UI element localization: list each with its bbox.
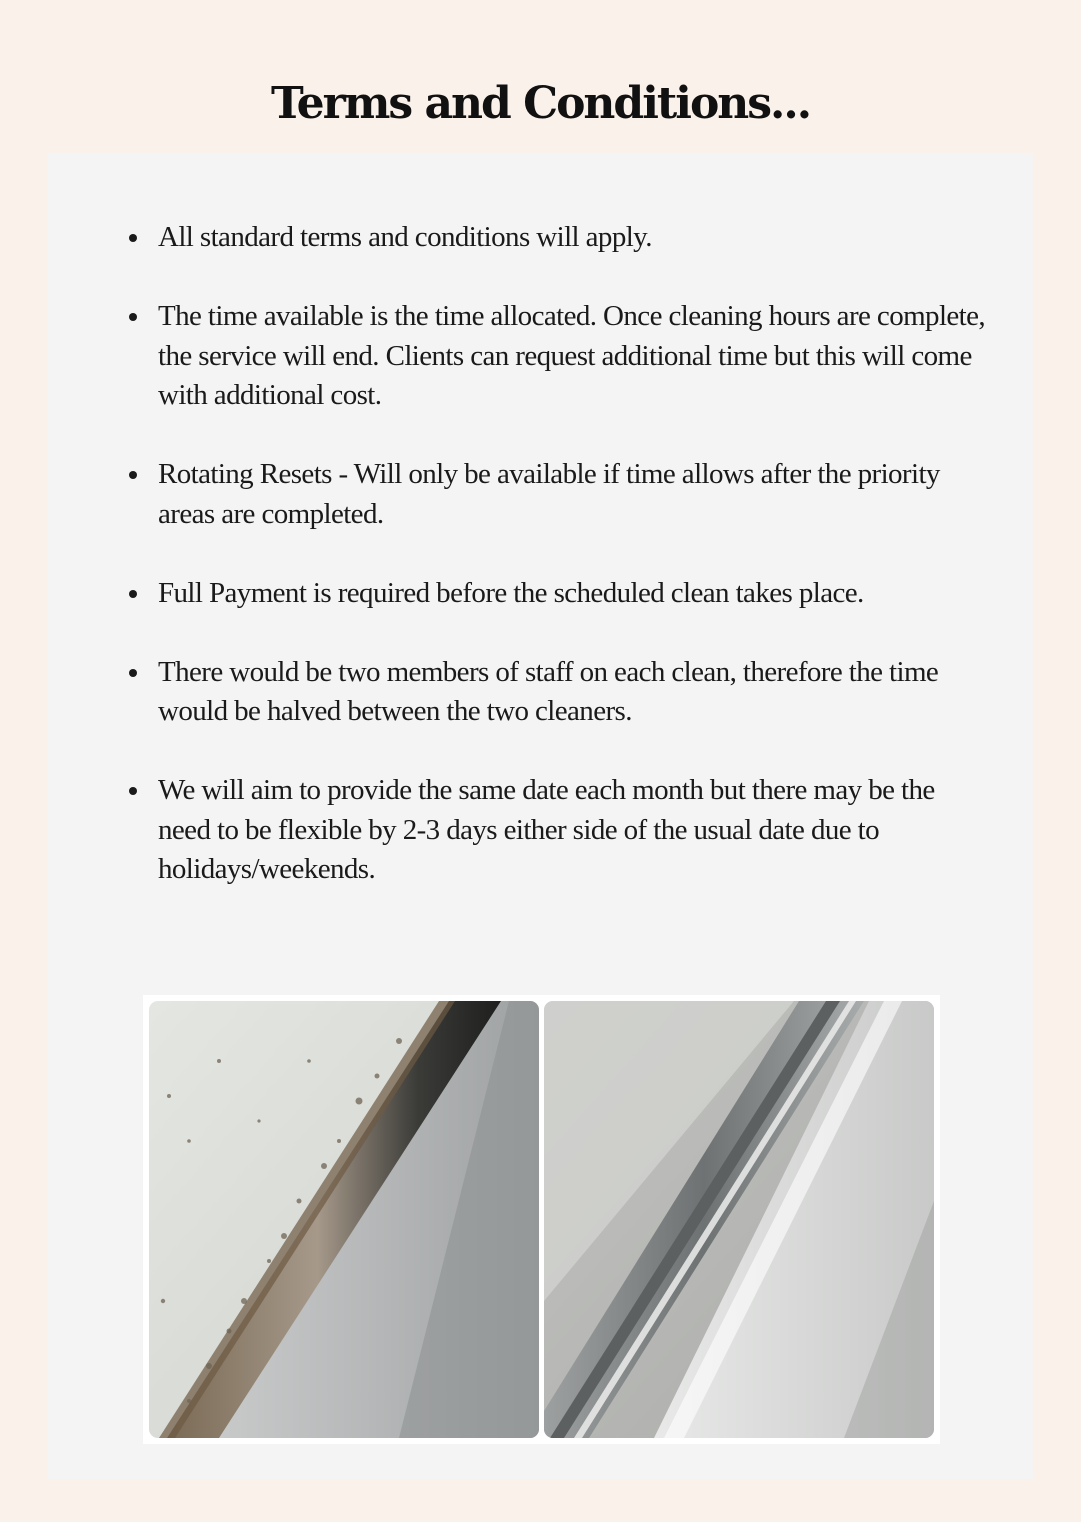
terms-item: We will aim to provide the same date each month but there may be the need to be flexible by 2-3 days either side of the usual date due to holidays/weekends. bbox=[158, 771, 990, 890]
terms-item: The time available is the time allocated. Once cleaning hours are complete, the service will end. Clients can request additional time but this will come with additional cost. bbox=[158, 297, 990, 416]
terms-item: There would be two members of staff on each clean, therefore the time would be halved between the two cleaners. bbox=[158, 653, 990, 732]
before-after-photo-frame bbox=[143, 995, 940, 1444]
page-title: Terms and Conditions... bbox=[270, 78, 811, 129]
terms-list bbox=[110, 218, 990, 929]
terms-item: Rotating Resets - Will only be available if time allows after the priority areas are completed. bbox=[158, 455, 990, 534]
terms-item: Full Payment is required before the scheduled clean takes place. bbox=[158, 574, 990, 614]
dirty-window-sill-photo bbox=[149, 1001, 539, 1438]
clean-window-track-photo bbox=[544, 1001, 934, 1438]
terms-item: All standard terms and conditions will apply. bbox=[158, 218, 990, 258]
